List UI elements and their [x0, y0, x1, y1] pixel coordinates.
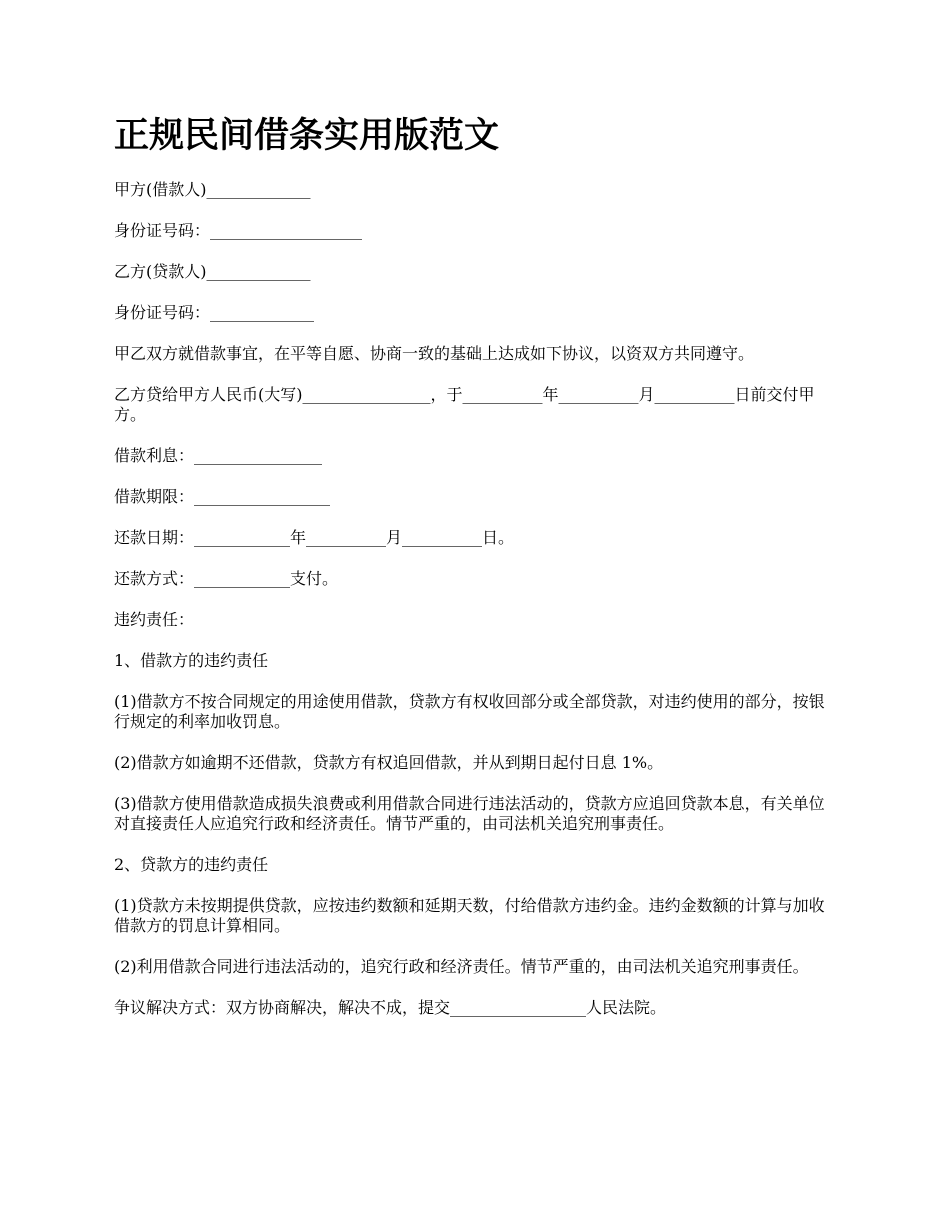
loan-amount-clause: 乙方贷给甲方人民币(大写)________________，于__________年__________月__________日前交付甲方。: [114, 385, 815, 424]
agreement-intro: 甲乙双方就借款事宜，在平等自愿、协商一致的基础上达成如下协议，以资双方共同遵守。: [114, 344, 755, 363]
borrower-liability-3: (3)借款方使用借款造成损失浪费或利用借款合同进行违法活动的，贷款方应追回贷款本息，有关单位对直接责任人应追究行政和经济责任。情节严重的，由司法机关追究刑事责任。: [114, 794, 825, 833]
lender-line: 乙方(贷款人)_____________: [114, 262, 311, 281]
interest-line: 借款利息：________________: [114, 446, 323, 465]
liability-heading: 违约责任：: [114, 610, 195, 629]
repayment-method-line: 还款方式：____________支付。: [114, 569, 339, 588]
term-line: 借款期限：_________________: [114, 487, 331, 506]
document-title: 正规民间借条实用版范文: [114, 116, 500, 156]
borrower-liability-heading: 1、借款方的违约责任: [114, 651, 269, 670]
lender-liability-2: (2)利用借款合同进行违法活动的，追究行政和经济责任。情节严重的，由司法机关追究刑事责任。: [114, 957, 809, 976]
borrower-liability-2: (2)借款方如逾期不还借款，贷款方有权追回借款，并从到期日起付日息 1%。: [114, 753, 664, 772]
borrower-liability-1: (1)借款方不按合同规定的用途使用借款，贷款方有权收回部分或全部贷款，对违约使用的部分，按银行规定的利率加收罚息。: [114, 692, 825, 731]
lender-liability-heading: 2、贷款方的违约责任: [114, 855, 269, 874]
repayment-date-line: 还款日期：____________年__________月__________日。: [114, 528, 515, 547]
borrower-id-line: 身份证号码：___________________: [114, 221, 363, 240]
borrower-line: 甲方(借款人)_____________: [114, 180, 311, 199]
dispute-resolution-line: 争议解决方式：双方协商解决，解决不成，提交_________________人民法院。: [114, 998, 667, 1017]
document-page: [114, 112, 859, 1039]
lender-liability-1: (1)贷款方未按期提供贷款，应按违约数额和延期天数，付给借款方违约金。违约金数额的计算与加收借款方的罚息计算相同。: [114, 896, 825, 935]
lender-id-line: 身份证号码：_____________: [114, 303, 315, 322]
